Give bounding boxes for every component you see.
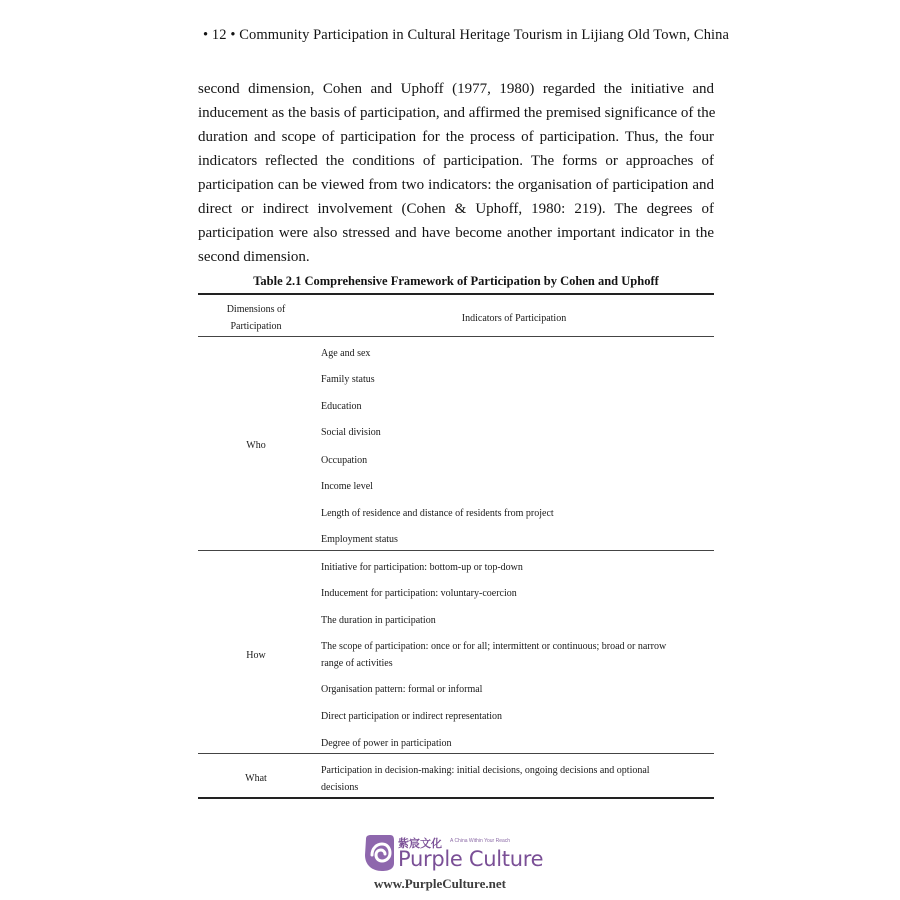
header-line: Dimensions of (226, 304, 286, 315)
body-line: second dimension. (198, 249, 310, 265)
indicator-item: Social division (321, 427, 381, 438)
group-divider-rule (198, 753, 714, 754)
indicator-item: Initiative for participation: bottom-up or top-down (321, 562, 523, 573)
table-caption: Table 2.1 Comprehensive Framework of Participation by Cohen and Uphoff (253, 274, 659, 288)
indicator-item: Income level (321, 481, 373, 492)
indicator-item: The duration in participation (321, 615, 436, 626)
table-top-rule (198, 293, 714, 295)
watermark-url: www.PurpleCulture.net (374, 876, 506, 891)
body-line: participation can be viewed from two indicators: the organisation of participation and (198, 177, 714, 193)
body-line: inducement as the basis of participation, and affirmed the premised significance of the (198, 105, 716, 121)
indicator-item: Direct participation or indirect representation (321, 711, 503, 722)
group-divider-rule (198, 550, 714, 551)
dimension-what: What (245, 773, 267, 784)
indicator-item: Inducement for participation: voluntary-coercion (321, 588, 517, 599)
body-line: direct or indirect involvement (Cohen & Uphoff, 1980: 219). The degrees of (198, 201, 714, 217)
body-line: second dimension, Cohen and Uphoff (1977, 1980) regarded the initiative and (198, 81, 714, 97)
table-header-dimensions (198, 301, 314, 335)
indicator-item: Family status (321, 374, 375, 385)
watermark-name: Purple Culture (398, 847, 544, 871)
indicator-item: Participation in decision-making: initial decisions, ongoing decisions and optional (321, 765, 650, 776)
header-line: Participation (230, 321, 282, 332)
indicator-item: Education (321, 401, 362, 412)
indicator-item: Organisation pattern: formal or informal (321, 684, 483, 695)
body-line: duration and scope of participation for the process of participation. Thus, the four (198, 129, 714, 145)
body-line: participation were also stressed and have become another important indicator in the (198, 225, 714, 241)
dimension-who: Who (246, 440, 266, 451)
body-paragraph (198, 77, 714, 269)
indicator-item-continuation: decisions (321, 782, 359, 793)
body-line: indicators reflected the conditions of participation. The forms or approaches of (198, 153, 714, 169)
running-head: • 12 • Community Participation in Cultural Heritage Tourism in Lijiang Old Town, China (203, 27, 730, 43)
indicator-item-continuation: range of activities (321, 658, 393, 669)
watermark-chinese: 紫宸文化 (398, 837, 442, 850)
purple-culture-watermark (362, 833, 552, 893)
indicator-item: Occupation (321, 455, 368, 466)
dimension-how: How (246, 650, 266, 661)
purple-culture-logo-icon (362, 833, 396, 873)
table-header-rule (198, 336, 714, 337)
indicator-item: The scope of participation: once or for all; intermittent or continuous; broad or narrow (321, 641, 667, 652)
table-bottom-rule (198, 797, 714, 799)
table-header-indicators: Indicators of Participation (461, 313, 567, 324)
indicator-item: Degree of power in participation (321, 738, 452, 749)
indicator-item: Age and sex (321, 348, 371, 359)
indicator-item: Length of residence and distance of residents from project (321, 508, 554, 519)
indicator-item: Employment status (321, 534, 398, 545)
watermark-tagline: A China Within Your Reach (450, 838, 511, 844)
